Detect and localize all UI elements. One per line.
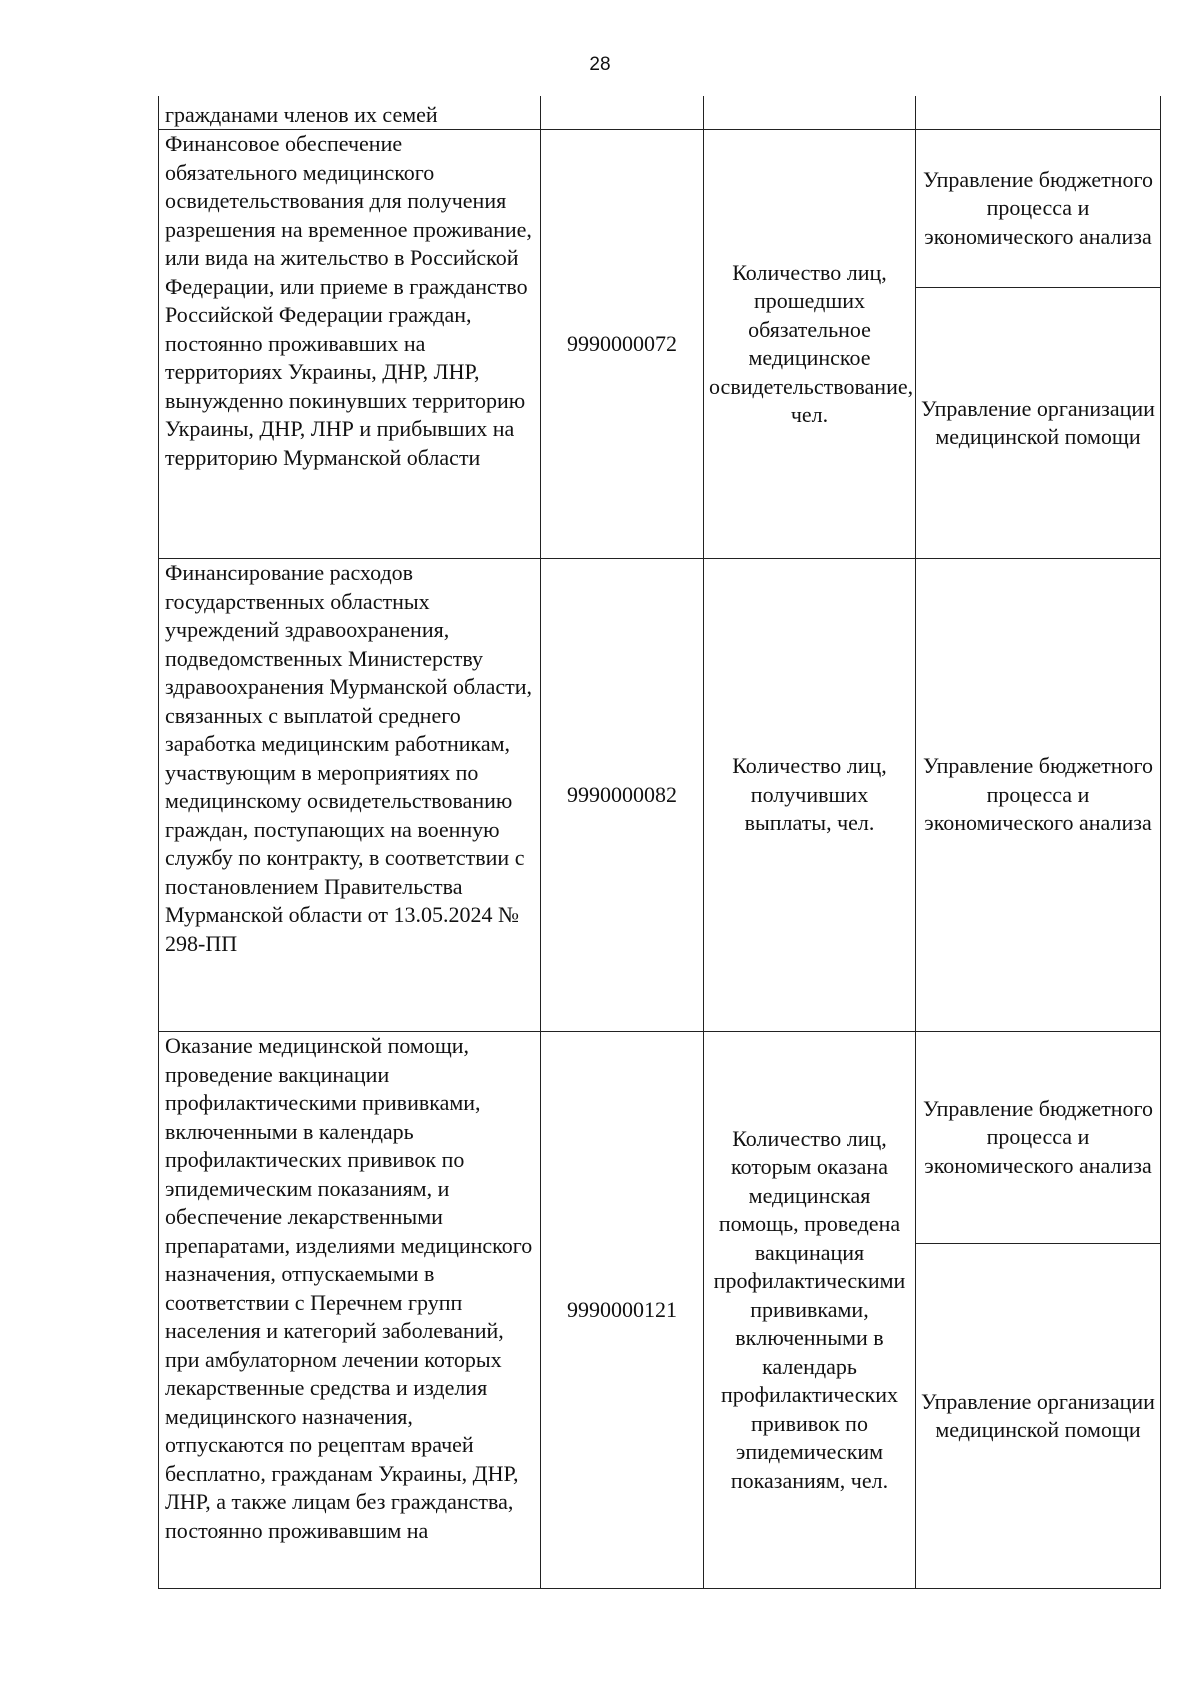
indicator-cell: Количество лиц, получивших выплаты, чел. <box>704 559 916 1032</box>
description-cell: Оказание медицинской помощи, проведение вакцинации профилактическими прививками, включенными в календарь профилактических прививок по эпидемическим показаниям, и обеспечение лекарственными препаратами, изделиями медицинского назначения, отпускаемыми в соответствии с Перечнем групп населения и категорий заболеваний, при амбулаторном лечении которых лекарственные средства и изделия медицинского назначения, отпускаются по рецептам врачей бесплатно, гражданам Украины, ДНР, ЛНР, а также лицам без гражданства, постоянно проживавшим на <box>159 1032 541 1589</box>
table-row <box>159 130 1161 288</box>
budget-table <box>158 96 1161 1589</box>
department-cell <box>916 96 1161 130</box>
department-cell: Управление бюджетного процесса и экономического анализа <box>916 1032 1161 1244</box>
department-cell: Управление бюджетного процесса и экономического анализа <box>916 559 1161 1032</box>
indicator-cell: Количество лиц, прошедших обязательное медицинское освидетельствование, чел. <box>704 130 916 559</box>
table-row-continuation <box>159 96 1161 130</box>
code-cell <box>541 96 704 130</box>
indicator-cell: Количество лиц, которым оказана медицинская помощь, проведена вакцинация профилактическими прививками, включенными в календарь профилактических прививок по эпидемическим показаниям, чел. <box>704 1032 916 1589</box>
code-cell: 9990000121 <box>541 1032 704 1589</box>
indicator-cell <box>704 96 916 130</box>
description-cell: гражданами членов их семей <box>159 96 541 130</box>
table-row <box>159 559 1161 1032</box>
description-cell: Финансирование расходов государственных областных учреждений здравоохранения, подведомственных Министерству здравоохранения Мурманской области, связанных с выплатой среднего заработка медицинским работникам, участвующим в мероприятиях по медицинскому освидетельствованию граждан, поступающих на военную службу по контракту, в соответствии с постановлением Правительства Мурманской области от 13.05.2024 № 298-ПП <box>159 559 541 1032</box>
department-cell: Управление бюджетного процесса и экономического анализа <box>916 130 1161 288</box>
code-cell: 9990000072 <box>541 130 704 559</box>
description-cell: Финансовое обеспечение обязательного медицинского освидетельствования для получения разрешения на временное проживание, или вида на жительство в Российской Федерации, или приеме в гражданство Российской Федерации граждан, постоянно проживавших на территориях Украины, ДНР, ЛНР, вынужденно покинувших территорию Украины, ДНР, ЛНР и прибывших на территорию Мурманской области <box>159 130 541 559</box>
department-cell: Управление организации медицинской помощи <box>916 1244 1161 1589</box>
department-cell: Управление организации медицинской помощи <box>916 288 1161 559</box>
table-row <box>159 1032 1161 1244</box>
code-cell: 9990000082 <box>541 559 704 1032</box>
page-number: 28 <box>589 54 611 75</box>
